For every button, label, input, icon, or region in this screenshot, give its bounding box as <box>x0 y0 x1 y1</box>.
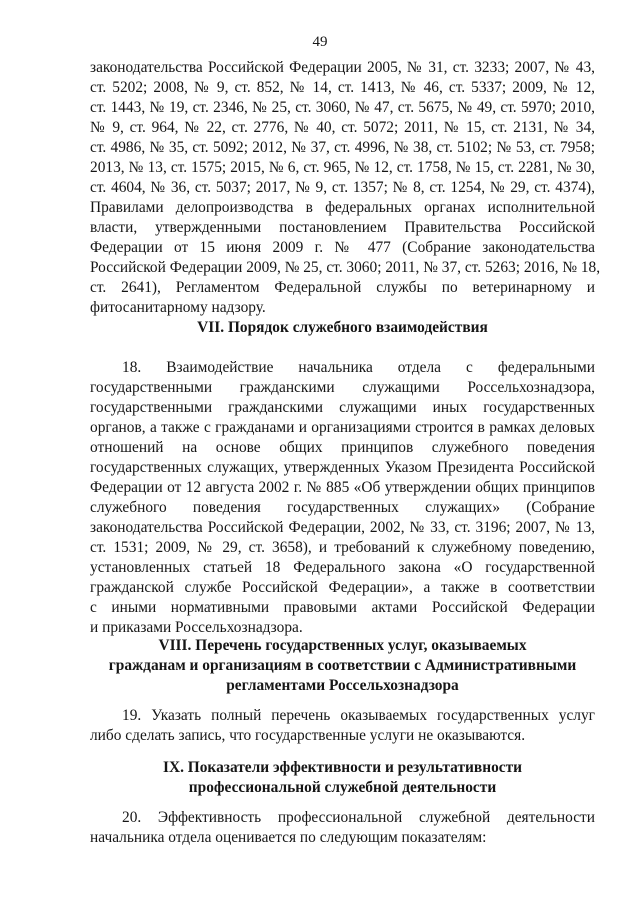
text-line: ст. 5202; 2008, № 9, ст. 852, № 14, ст. 1413, № 46, ст. 5337; 2009, № 12, <box>90 79 595 96</box>
paragraph-legal-references <box>90 58 601 318</box>
text-line: Федерации от 12 августа 2002 г. № 885 «Об утверждении общих принципов <box>90 479 595 496</box>
text-line: органов, а также с гражданами и организациями строится в рамках деловых <box>90 419 595 436</box>
section-heading-line: профессиональной служебной деятельности <box>188 779 497 796</box>
text-line: гражданской службе Российской Федерации», а также в соответствии <box>90 579 595 596</box>
section-ix-heading <box>90 758 595 798</box>
text-line: Правилами делопроизводства в федеральных органах исполнительной <box>90 199 595 216</box>
text-line: Федерации от 15 июня 2009 г. № 477 (Собрание законодательства <box>90 239 595 256</box>
text-line: с иными нормативными правовыми актами Российской Федерации <box>90 599 595 616</box>
text-line: законодательства Российской Федерации, 2002, № 33, ст. 3196; 2007, № 13, <box>90 519 595 536</box>
text-line: ст. 2641), Регламентом Федеральной службы по ветеринарному и <box>90 279 595 296</box>
text-line: установленных статьей 18 Федерального закона «О государственной <box>90 559 595 576</box>
text-line: государственными гражданскими служащими иных государственных <box>90 399 595 416</box>
text-line: либо сделать запись, что государственные услуги не оказываются. <box>90 727 526 744</box>
section-heading: VII. Порядок служебного взаимодействия <box>197 319 488 336</box>
text-line: государственными гражданскими служащими Россельхознадзора, <box>90 379 595 396</box>
section-heading-line: гражданам и организациям в соответствии с Административными <box>108 657 577 674</box>
text-line: № 9, ст. 964, № 22, ст. 2776, № 40, ст. 5072; 2011, № 15, ст. 2131, № 34, <box>90 119 595 136</box>
text-line: 18. Взаимодействие начальника отдела с федеральными <box>122 359 595 376</box>
text-line: и приказами Россельхознадзора. <box>90 619 303 636</box>
section-viii-heading <box>90 636 595 696</box>
section-heading-line: регламентами Россельхознадзора <box>226 677 459 694</box>
text-line: отношений на основе общих принципов служебного поведения <box>90 439 595 456</box>
text-line: ст. 1531; 2009, № 29, ст. 3658), и требований к служебному поведению, <box>90 539 595 556</box>
text-line: ст. 1443, № 19, ст. 2346, № 25, ст. 3060, № 47, ст. 5675, № 49, ст. 5970; 2010, <box>90 99 595 116</box>
text-line: ст. 4986, № 35, ст. 5092; 2012, № 37, ст. 4996, № 38, ст. 5102; № 53, ст. 7958; <box>90 139 595 156</box>
text-line: законодательства Российской Федерации 2005, № 31, ст. 3233; 2007, № 43, <box>90 59 595 76</box>
text-line: начальника отдела оценивается по следующим показателям: <box>90 829 487 846</box>
paragraph-19 <box>90 706 595 746</box>
page-number: 49 <box>312 34 328 50</box>
section-vii-heading <box>90 318 595 338</box>
text-line: ст. 4604, № 36, ст. 5037; 2017, № 9, ст. 1357; № 8, ст. 1254, № 29, ст. 4374), <box>90 179 595 196</box>
text-line: Российской Федерации 2009, № 25, ст. 3060; 2011, № 37, ст. 5263; 2016, № 18, <box>90 259 601 276</box>
section-heading-line: VIII. Перечень государственных услуг, оказываемых <box>158 637 527 654</box>
text-line: власти, утвержденными постановлением Правительства Российской <box>90 219 595 236</box>
paragraph-20 <box>90 808 595 848</box>
text-line: государственных служащих, утвержденных Указом Президента Российской <box>90 459 595 476</box>
text-line: 2013, № 13, ст. 1575; 2015, № 6, ст. 965, № 12, ст. 1758, № 15, ст. 2281, № 30, <box>90 159 595 176</box>
text-line: фитосанитарному надзору. <box>90 299 266 316</box>
text-line: 20. Эффективность профессиональной служебной деятельности <box>122 809 595 826</box>
text-line: 19. Указать полный перечень оказываемых государственных услуг <box>122 707 595 724</box>
section-heading-line: IX. Показатели эффективности и результативности <box>162 759 523 776</box>
text-line: служебного поведения государственных служащих» (Собрание <box>90 499 595 516</box>
paragraph-18 <box>90 358 595 638</box>
